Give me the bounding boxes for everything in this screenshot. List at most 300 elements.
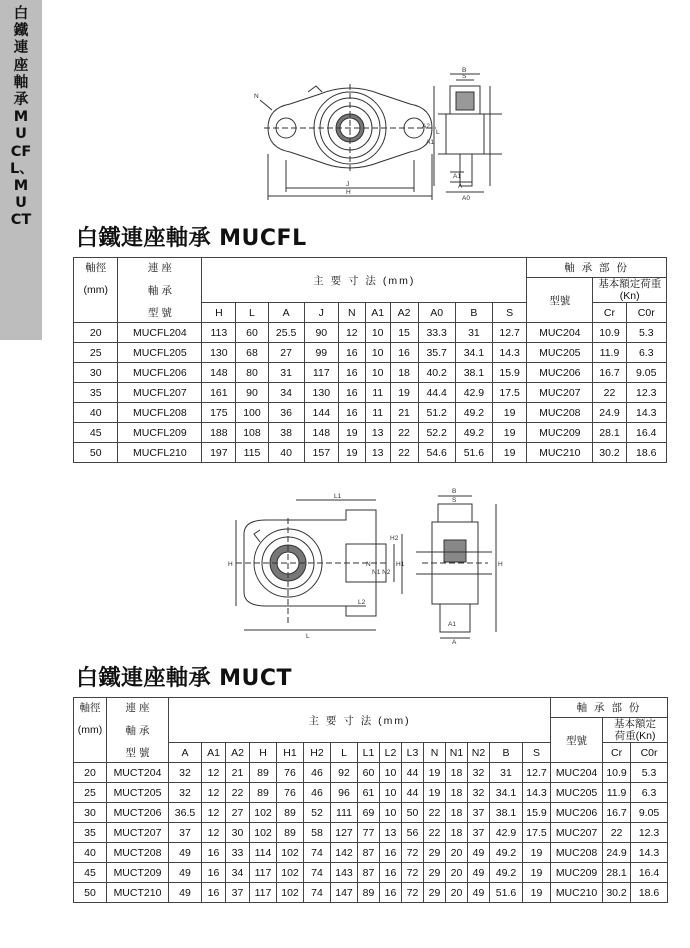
col-header: H [202,303,236,323]
col-header: H1 [277,743,304,763]
mucfl-rows [74,323,667,463]
table-cell: 19 [523,843,551,863]
table-cell: 16 [202,843,226,863]
table-cell: 17.5 [523,823,551,843]
table-cell: 46 [304,783,331,803]
series-header-2: 軸 承 [118,278,202,303]
table-cell: 147 [331,883,358,903]
table-cell: 148 [202,363,236,383]
bearing-header: 軸 承 部 份 [551,698,668,718]
table-cell: MUCFL209 [118,423,202,443]
table-cell: 161 [202,383,236,403]
table-cell: 28.1 [603,863,631,883]
svg-text:S: S [452,497,457,504]
series-header-3: 型 號 [118,303,202,323]
table-cell: 16.4 [626,423,666,443]
table-cell: 37 [169,823,202,843]
table-cell: 52 [304,803,331,823]
table-cell: 102 [277,883,304,903]
table-cell: 69 [358,803,380,823]
table-cell: 32 [169,763,202,783]
table-cell: 90 [304,323,338,343]
svg-text:A1: A1 [426,139,434,146]
table-cell: 24.9 [593,403,626,423]
table-cell: 35.7 [418,343,455,363]
table-cell: 49.2 [490,863,523,883]
svg-text:B: B [462,67,467,74]
table-row [74,823,668,843]
table-cell: 49.2 [455,403,492,423]
table-cell: 12.7 [493,323,527,343]
table-cell: 25.5 [268,323,304,343]
table-cell: 14.3 [523,783,551,803]
table-cell: 21 [390,403,418,423]
table-cell: 35 [74,383,118,403]
bearing-header: 軸 承 部 份 [527,258,667,278]
table-cell: 29 [424,883,446,903]
table-cell: 20 [74,323,118,343]
col-header: L2 [380,743,402,763]
table-cell: 108 [236,423,268,443]
svg-text:S: S [462,73,467,80]
table-cell: 19 [493,423,527,443]
col-header: N [338,303,365,323]
table-cell: 10 [380,783,402,803]
table-cell: 12 [202,823,226,843]
table-cell: 9.05 [631,803,668,823]
table-cell: 20 [74,763,107,783]
table-cell: 22 [593,383,626,403]
table-cell: 22 [390,423,418,443]
table-cell: 19 [338,423,365,443]
table-cell: MUCFL205 [118,343,202,363]
table-cell: 21 [226,763,250,783]
table-cell: 11.9 [603,783,631,803]
dims-header: 主 要 寸 法 (mm) [169,698,551,743]
svg-text:N1 N2: N1 N2 [372,569,391,576]
table-cell: 16.4 [631,863,668,883]
col-header: B [455,303,492,323]
table-cell: 13 [365,443,390,463]
table-cell: 127 [331,823,358,843]
mucfl-spec-table [73,257,667,463]
table-cell: 38 [268,423,304,443]
table-cell: MUCT204 [107,763,169,783]
table-cell: 40 [268,443,304,463]
table-cell: 5.3 [626,323,666,343]
table-cell: 113 [202,323,236,343]
table-cell: 5.3 [631,763,668,783]
svg-text:N: N [254,93,259,100]
series-header-1: 連 座 [107,698,169,718]
table-row [74,343,667,363]
col-header: L1 [358,743,380,763]
table-cell: 89 [277,823,304,843]
table-cell: 60 [358,763,380,783]
col-header: N [424,743,446,763]
table-cell: 19 [390,383,418,403]
table-cell: 32 [468,783,490,803]
table-cell: 117 [250,863,277,883]
table-cell: 54.6 [418,443,455,463]
dims-header: 主 要 寸 法 (mm) [202,258,527,303]
table-cell: 32 [169,783,202,803]
table-cell: 60 [236,323,268,343]
table-cell: 25 [74,783,107,803]
table-cell: 16.7 [593,363,626,383]
table-cell: 18.6 [626,443,666,463]
table-cell: 31 [268,363,304,383]
col-header: L3 [402,743,424,763]
table-cell: 102 [277,863,304,883]
table-cell: 36 [268,403,304,423]
table-cell: 11 [365,383,390,403]
svg-text:H: H [498,561,503,568]
svg-text:L1: L1 [334,493,342,500]
table-cell: 44 [402,783,424,803]
table-cell: 42.9 [455,383,492,403]
col-header: H2 [304,743,331,763]
muct-rows [74,763,668,903]
table-cell: 22 [424,803,446,823]
table-cell: 12 [338,323,365,343]
table-row [74,783,668,803]
table-cell: 16 [202,863,226,883]
svg-text:A1: A1 [448,621,456,628]
table-cell: 40 [74,843,107,863]
table-cell: 50 [74,443,118,463]
table-cell: 49 [468,863,490,883]
svg-text:L2: L2 [358,599,366,606]
table-cell: MUCT209 [107,863,169,883]
table-cell: 76 [277,783,304,803]
table-cell: 49.2 [490,843,523,863]
svg-text:A1: A1 [453,173,461,180]
load-col-header: Cr [593,303,626,323]
table-cell: MUC205 [527,343,593,363]
table-cell: 34.1 [490,783,523,803]
table-row [74,323,667,343]
table-cell: MUC208 [551,843,603,863]
table-cell: 34 [226,863,250,883]
table-cell: 10.9 [603,763,631,783]
table-cell: MUCT205 [107,783,169,803]
table-cell: 72 [402,843,424,863]
table-cell: 144 [304,403,338,423]
table-cell: 44.4 [418,383,455,403]
table-cell: 24.9 [603,843,631,863]
table-cell: 30 [74,363,118,383]
table-cell: 33 [226,843,250,863]
table-cell: 27 [268,343,304,363]
table-cell: MUC209 [551,863,603,883]
table-cell: 38.1 [490,803,523,823]
table-cell: MUCFL208 [118,403,202,423]
table-cell: 77 [358,823,380,843]
table-cell: 28.1 [593,423,626,443]
muct-spec-table [73,697,668,903]
table-cell: 10 [365,343,390,363]
table-cell: 175 [202,403,236,423]
table-cell: 31 [490,763,523,783]
table-cell: 58 [304,823,331,843]
table-cell: 20 [446,863,468,883]
table-cell: 25 [74,343,118,363]
table-row [74,403,667,423]
svg-text:H: H [346,189,351,196]
muct-drawing [226,488,516,646]
table-cell: 18 [446,783,468,803]
table-cell: 188 [202,423,236,443]
table-row [74,863,668,883]
table-cell: 19 [523,883,551,903]
col-header: S [523,743,551,763]
table-cell: 11.9 [593,343,626,363]
side-tab-label: 白鐵連座軸承MUCFL、MUCT [10,6,34,229]
table-cell: MUC204 [551,763,603,783]
table-cell: 49 [468,883,490,903]
table-cell: MUCT206 [107,803,169,823]
table-row [74,763,668,783]
load-col-header: Cr [603,743,631,763]
table-cell: 12 [202,783,226,803]
table-cell: 22 [603,823,631,843]
load-header: 基本額定 荷重(Kn) [603,718,668,743]
table-cell: 45 [74,423,118,443]
table-cell: 16 [380,883,402,903]
table-cell: 16 [380,843,402,863]
table-cell: 130 [304,383,338,403]
table-cell: MUC206 [527,363,593,383]
table-cell: 14.3 [493,343,527,363]
table-cell: 46 [304,763,331,783]
table-cell: 100 [236,403,268,423]
table-cell: 42.9 [490,823,523,843]
table-row [74,803,668,823]
table-cell: 18 [390,363,418,383]
table-row [74,883,668,903]
col-header: A1 [202,743,226,763]
table-cell: 16.7 [603,803,631,823]
table-cell: 51.6 [455,443,492,463]
table-cell: 90 [236,383,268,403]
table-row [74,843,668,863]
table-cell: 30 [74,803,107,823]
table-cell: 6.3 [626,343,666,363]
table-cell: 17.5 [493,383,527,403]
svg-text:N: N [366,561,371,568]
table-cell: 16 [380,863,402,883]
table-cell: 20 [446,883,468,903]
table-cell: 37 [468,803,490,823]
table-cell: 117 [304,363,338,383]
table-cell: 142 [331,843,358,863]
table-cell: 68 [236,343,268,363]
table-cell: 22 [390,443,418,463]
table-cell: 16 [338,363,365,383]
table-cell: 12.3 [631,823,668,843]
table-cell: 15.9 [523,803,551,823]
table-cell: 18 [446,803,468,823]
col-header: A [268,303,304,323]
table-cell: 80 [236,363,268,383]
table-cell: 72 [402,863,424,883]
table-cell: 30.2 [593,443,626,463]
bore-unit: (mm) [74,278,118,303]
table-cell: 16 [338,403,365,423]
table-cell: 157 [304,443,338,463]
col-header: A2 [226,743,250,763]
svg-text:A: A [458,183,463,190]
col-header: A1 [365,303,390,323]
table-cell: 50 [402,803,424,823]
table-cell: MUCFL210 [118,443,202,463]
table-cell: MUCFL207 [118,383,202,403]
table-cell: 40 [74,403,118,423]
table-cell: 10.9 [593,323,626,343]
table-cell: 10 [365,323,390,343]
col-header: N1 [446,743,468,763]
load-header: 基本額定荷重 (Kn) [593,278,667,303]
table-cell: MUC210 [527,443,593,463]
table-cell: 12 [202,803,226,823]
table-cell: MUC207 [551,823,603,843]
svg-text:L: L [306,633,310,640]
table-cell: MUCT207 [107,823,169,843]
mucfl-title: 白鐵連座軸承 MUCFL [76,226,307,251]
table-cell: MUCT210 [107,883,169,903]
table-cell: 19 [493,403,527,423]
table-cell: 99 [304,343,338,363]
table-cell: 18 [446,763,468,783]
table-cell: 102 [277,843,304,863]
col-header: A0 [418,303,455,323]
table-cell: 14.3 [626,403,666,423]
table-cell: 15.9 [493,363,527,383]
bore-header: 軸徑 [74,698,107,718]
table-cell: 40.2 [418,363,455,383]
table-cell: 16 [202,883,226,903]
table-cell: 45 [74,863,107,883]
svg-text:A: A [452,639,457,646]
table-cell: 19 [424,783,446,803]
table-cell: 27 [226,803,250,823]
table-cell: 102 [250,803,277,823]
col-header: J [304,303,338,323]
table-cell: MUC207 [527,383,593,403]
table-cell: 29 [424,843,446,863]
table-cell: 130 [202,343,236,363]
table-cell: 115 [236,443,268,463]
table-cell: 74 [304,883,331,903]
svg-text:H1: H1 [396,561,405,568]
table-cell: MUC208 [527,403,593,423]
svg-text:B: B [452,488,457,495]
table-cell: 13 [365,423,390,443]
table-cell: 49 [169,863,202,883]
table-cell: MUC209 [527,423,593,443]
table-cell: 89 [358,883,380,903]
table-cell: 13 [380,823,402,843]
svg-text:L: L [436,129,440,136]
table-cell: 49.2 [455,423,492,443]
load-col-header: C0r [626,303,666,323]
svg-text:H2: H2 [390,535,399,542]
table-cell: 18.6 [631,883,668,903]
table-cell: 148 [304,423,338,443]
table-cell: MUC206 [551,803,603,823]
table-row [74,423,667,443]
table-cell: 96 [331,783,358,803]
svg-text:H: H [228,561,233,568]
table-cell: 9.05 [626,363,666,383]
table-cell: 22 [424,823,446,843]
table-cell: 143 [331,863,358,883]
table-row [74,443,667,463]
col-header: N2 [468,743,490,763]
table-cell: 87 [358,863,380,883]
table-cell: 89 [277,803,304,823]
col-header: A2 [390,303,418,323]
table-cell: 15 [390,323,418,343]
table-cell: MUC210 [551,883,603,903]
table-cell: MUCFL204 [118,323,202,343]
table-cell: 16 [338,383,365,403]
table-cell: 30 [226,823,250,843]
table-cell: 10 [365,363,390,383]
table-cell: 20 [446,843,468,863]
svg-text:A2: A2 [422,123,430,130]
table-cell: 32 [468,763,490,783]
table-cell: 89 [250,763,277,783]
col-header: B [490,743,523,763]
table-cell: 19 [493,443,527,463]
table-cell: 50 [74,883,107,903]
table-row [74,383,667,403]
col-header: A [169,743,202,763]
table-cell: 16 [338,343,365,363]
table-cell: 10 [380,763,402,783]
series-header-1: 連 座 [118,258,202,278]
table-cell: 49 [468,843,490,863]
table-cell: 6.3 [631,783,668,803]
table-cell: 19 [424,763,446,783]
muct-title: 白鐵連座軸承 MUCT [76,666,293,691]
table-cell: 34.1 [455,343,492,363]
table-cell: 51.6 [490,883,523,903]
table-cell: 19 [338,443,365,463]
table-cell: MUCT208 [107,843,169,863]
table-cell: 92 [331,763,358,783]
table-cell: 111 [331,803,358,823]
series-header-2: 軸 承 [107,718,169,743]
table-cell: 52.2 [418,423,455,443]
table-cell: MUC205 [551,783,603,803]
bore-unit: (mm) [74,718,107,743]
model-header: 型號 [551,718,603,763]
table-cell: 14.3 [631,843,668,863]
table-cell: MUC204 [527,323,593,343]
table-cell: 37 [468,823,490,843]
table-cell: 49 [169,843,202,863]
col-header: H [250,743,277,763]
table-cell: 76 [277,763,304,783]
table-cell: 35 [74,823,107,843]
table-cell: 10 [380,803,402,823]
table-cell: 12.3 [626,383,666,403]
table-cell: 197 [202,443,236,463]
bore-header-blank [74,303,118,323]
